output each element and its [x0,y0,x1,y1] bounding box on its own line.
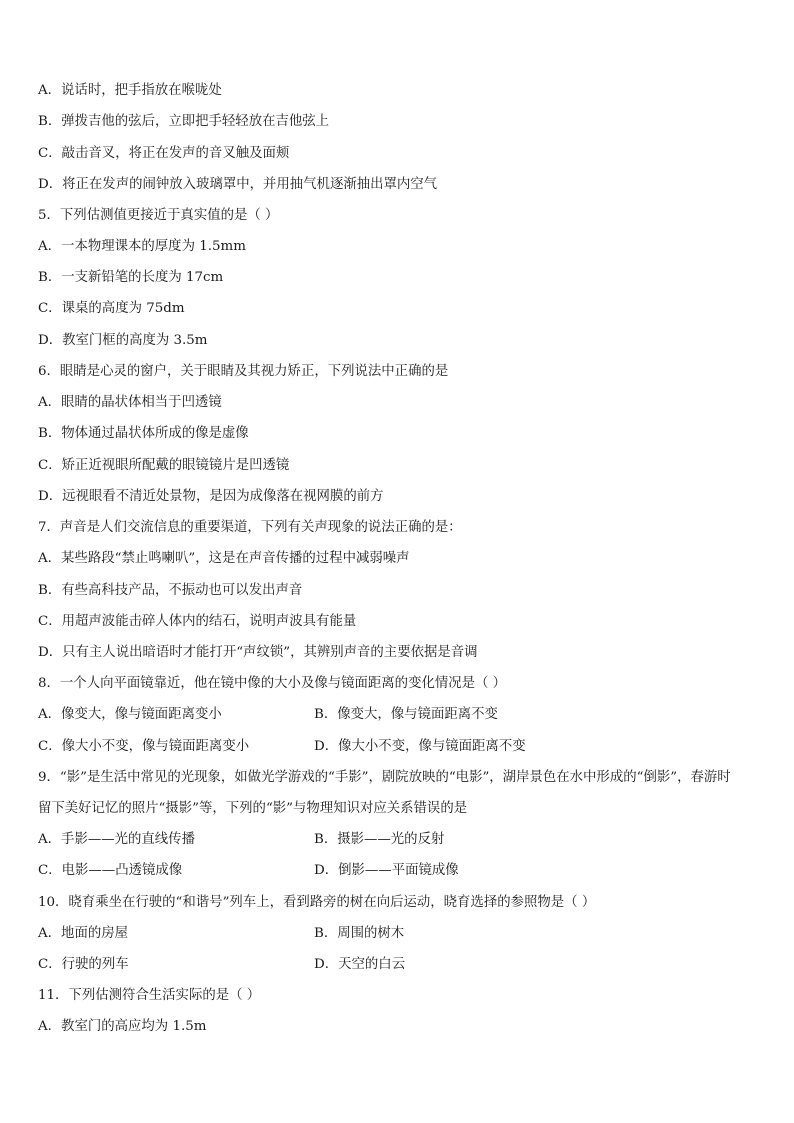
q11-option-a: A．教室门的高应均为 1.5m [38,1019,207,1034]
q8-option-d: D．像大小不变，像与镜面距离不变 [314,739,526,754]
q9-option-d: D．倒影——平面镜成像 [314,863,459,878]
q5-option-c: C．课桌的高度为 75dm [38,301,185,316]
q5-option-b: B．一支新铅笔的长度为 17cm [38,270,224,285]
q5-option-d: D．教室门框的高度为 3.5m [38,333,208,348]
q6-stem: 6．眼睛是心灵的窗户，关于眼睛及其视力矫正，下列说法中正确的是 [38,364,449,379]
q9-stem-line1: 9．“影”是生活中常见的光现象，如做光学游戏的“手影”，剧院放映的“电影”，湖岸景色在水中形成的“倒影”，春游时 [38,770,731,785]
q7-option-c: C．用超声波能击碎人体内的结石，说明声波具有能量 [38,614,357,629]
q4-option-b: B．弹拨吉他的弦后，立即把手轻轻放在吉他弦上 [38,114,330,129]
q8-option-c: C．像大小不变，像与镜面距离变小 [38,739,250,754]
q8-option-a: A．像变大，像与镜面距离变小 [38,707,222,722]
q9-option-b: B．摄影——光的反射 [314,832,445,847]
q11-stem: 11．下列估测符合生活实际的是（ ） [38,988,261,1003]
q10-stem: 10．晓育乘坐在行驶的“和谐号”列车上，看到路旁的树在向后运动，晓育选择的参照物是（ ） [38,895,596,910]
q6-option-c: C．矫正近视眼所配戴的眼镜镜片是凹透镜 [38,458,290,473]
q4-option-d: D．将正在发声的闹钟放入玻璃罩中，并用抽气机逐渐抽出罩内空气 [38,177,438,192]
q7-option-a: A．某些路段“禁止鸣喇叭”，这是在声音传播的过程中减弱噪声 [38,551,410,566]
q4-option-a: A．说话时，把手指放在喉咙处 [38,83,222,98]
q6-option-d: D．远视眼看不清近处景物，是因为成像落在视网膜的前方 [38,489,384,504]
q8-stem: 8．一个人向平面镜靠近，他在镜中像的大小及像与镜面距离的变化情况是（ ） [38,676,507,691]
q10-option-a: A．地面的房屋 [38,926,129,941]
q6-option-b: B．物体通过晶状体所成的像是虚像 [38,426,249,441]
q9-option-c: C．电影——凸透镜成像 [38,863,183,878]
q7-option-b: B．有些高科技产品，不振动也可以发出声音 [38,583,303,598]
q9-stem-line2: 留下美好记忆的照片“摄影”等，下列的“影”与物理知识对应关系错误的是 [38,801,468,816]
q7-option-d: D．只有主人说出暗语时才能打开“声纹锁”，其辨别声音的主要依据是音调 [38,645,478,660]
q9-option-a: A．手影——光的直线传播 [38,832,195,847]
q5-stem: 5．下列估测值更接近于真实值的是（ ） [38,208,279,223]
q10-option-d: D．天空的白云 [314,957,406,972]
q8-option-b: B．像变大，像与镜面距离不变 [314,707,498,722]
q6-option-a: A．眼睛的晶状体相当于凹透镜 [38,395,222,410]
q5-option-a: A．一本物理课本的厚度为 1.5mm [38,239,246,254]
q10-option-b: B．周围的树木 [314,926,405,941]
q10-option-c: C．行驶的列车 [38,957,129,972]
q4-option-c: C．敲击音叉，将正在发声的音叉触及面颊 [38,146,290,161]
q7-stem: 7．声音是人们交流信息的重要渠道，下列有关声现象的说法正确的是： [38,520,462,535]
